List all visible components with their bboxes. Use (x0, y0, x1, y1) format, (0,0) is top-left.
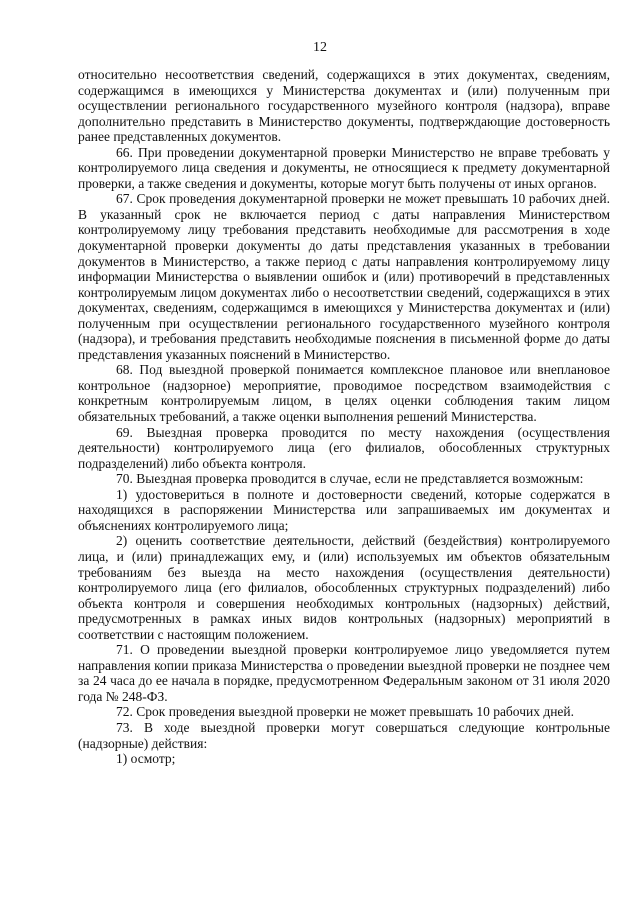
paragraph-73: 73. В ходе выездной проверки могут совершаться следующие контрольные (надзорные) действия: (78, 719, 610, 751)
document-body (78, 67, 610, 767)
paragraph-67: 67. Срок проведения документарной проверки не может превышать 10 рабочих дней. В указанный срок не включается период с даты направления Министерством контролируемому лицу требования представить необходимые для рассмотрения в ходе документарной проверки документы до даты представления указанных в требовании документов в Министерство, а также период с даты направления контролируемому лицу информации Министерства о выявлении ошибок и (или) противоречий в представленных контролируемым лицом документах либо о несоответствии сведений, содержащихся в этих документах, сведениям, содержащимся в имеющихся у Министерства документах и (или) полученным при осуществлении регионального государственного музейного контроля (надзора), и требования представить необходимые пояснения в письменной форме до даты представления указанных пояснений в Министерство. (78, 191, 610, 362)
page-number: 12 (313, 40, 327, 55)
paragraph-70-item-1: 1) удостовериться в полноте и достоверности сведений, которые содержатся в находящихся в распоряжении Министерства или запрашиваемых им документах и объяснениях контролируемого лица; (78, 486, 610, 533)
paragraph-71: 71. О проведении выездной проверки контролируемое лицо уведомляется путем направления копии приказа Министерства о проведении выездной проверки не позднее чем за 24 часа до ее начала в порядке, предусмотренном Федеральным законом от 31 июля 2020 года № 248-ФЗ. (78, 642, 610, 704)
paragraph-70: 70. Выездная проверка проводится в случае, если не представляется возможным: (116, 471, 584, 487)
paragraph-69: 69. Выездная проверка проводится по месту нахождения (осуществления деятельности) контролируемого лица (его филиалов, обособленных структурных подразделений) либо объекта контроля. (78, 424, 610, 471)
paragraph-73-item-1: 1) осмотр; (116, 751, 176, 767)
paragraph-66: 66. При проведении документарной проверки Министерство не вправе требовать у контролируемого лица сведения и документы, не относящиеся к предмету документарной проверки, а также сведения и документы, которые могут быть получены от иных органов. (78, 144, 610, 191)
paragraph-continuation: относительно несоответствия сведений, содержащихся в этих документах, сведениям, содержащимся в имеющихся у Министерства документах и (или) полученным при осуществлении регионального государственного музейного контроля (надзора), вправе дополнительно представить в Министерство документы, подтверждающие достоверность ранее представленных документов. (78, 67, 610, 145)
paragraph-68: 68. Под выездной проверкой понимается комплексное плановое или внеплановое контрольное (надзорное) мероприятие, проводимое посредством взаимодействия с конкретным контролируемым лицом, в целях оценки соблюдения таким лицом обязательных требований, а также оценки выполнения решений Министерства. (78, 362, 610, 425)
paragraph-72: 72. Срок проведения выездной проверки не может превышать 10 рабочих дней. (116, 704, 575, 720)
paragraph-70-item-2: 2) оценить соответствие деятельности, действий (бездействия) контролируемого лица, и (или) принадлежащих ему, и (или) используемых им объектов обязательным требованиям без выезда на место нахождения (осуществления деятельности) контролируемого лица (его филиалов, обособленных структурных подразделений) либо объекта контроля и совершения необходимых контрольных (надзорных) действий, предусмотренных в рамках иных видов контрольных (надзорных) мероприятий в соответствии с настоящим положением. (78, 533, 610, 642)
